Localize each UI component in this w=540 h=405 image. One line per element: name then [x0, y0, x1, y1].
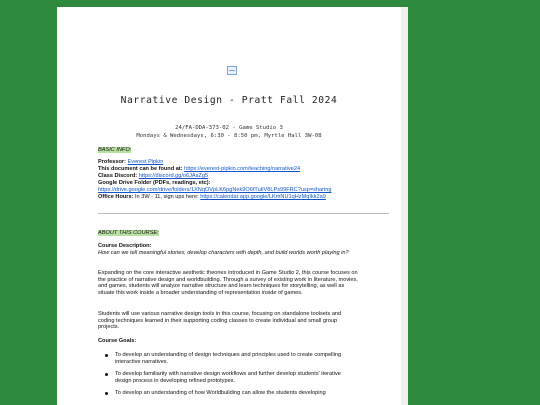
discord-line: Class Discord: https://discord.gg/o6JAsZg5 — [98, 173, 209, 179]
office-hours-link[interactable]: https://calendar.app.google/LKmNU1qHzMqIkk2a9 — [200, 194, 326, 200]
course-goals-list — [98, 352, 348, 403]
list-item: To develop an understanding of design techniques and principles used to create compelling interactive narratives. — [98, 352, 348, 365]
office-hours-line: Office Hours: In 3W - 11, sign ups here: https://calendar.app.google/LKmNU1qHzMqIkk2a9 — [98, 194, 326, 200]
drive-line — [98, 187, 331, 194]
drive-label: Google Drive Folder (PDFs, readings, etc): — [98, 180, 211, 186]
document-icon — [227, 66, 237, 75]
course-code: 24/FA-DDA-373-02 - Game Studio 3 — [175, 125, 283, 131]
document-url-line: This document can be found at: https://everest-pipkin.com/teaching/narrative24 — [98, 166, 301, 172]
course-description-paragraph-2: Students will use various narrative design tools in this course, focusing on standalone toolsets and coding techniques learned in their supporting coding classes to create individual and small group projects. — [98, 311, 342, 331]
document-page — [57, 7, 401, 405]
list-item: To develop familiarity with narrative design workflows and further develop students' iterative design process in developing refined prototypes. — [98, 371, 348, 384]
drive-link[interactable]: https://drive.google.com/drive/folders/1XNqOVpLK6pgNek9O6fTuIiV8LPs99FRC?usp=sharing — [98, 187, 332, 193]
list-item: To develop an understanding of how Worldbuilding can allow the students developing — [98, 390, 348, 397]
page-title: Narrative Design - Pratt Fall 2024 — [120, 95, 338, 106]
course-description-label: Course Description: — [98, 243, 152, 249]
course-goals-label: Course Goals: — [98, 338, 137, 344]
course-schedule: Mondays & Wednesdays, 6:30 - 8:50 pm, Myrtle Hall 3W-08 — [136, 133, 322, 139]
discord-link[interactable]: https://discord.gg/o6JAsZg5 — [138, 173, 209, 179]
section-divider — [98, 213, 389, 214]
right-margin-strip — [401, 7, 408, 405]
document-url-link[interactable]: https://everest-pipkin.com/teaching/narrative24 — [184, 166, 301, 172]
professor-link[interactable]: Everest Pipkin — [127, 159, 164, 165]
about-heading: ABOUT THIS COURSE: — [98, 230, 159, 236]
professor-line: Professor: Everest Pipkin — [98, 159, 164, 165]
course-description-paragraph-1: Expanding on the core interactive aesthetic theories introduced in Game Studio 2, this course focuses on the practice of narrative design and worldbuilding. Through a survey of existing work in literature, movies, and games, students will analyze narrative structure and learn techniques for storytelling, as well as situate this work inside a broader understanding of representation inside of games. — [98, 270, 358, 296]
course-description-question: How can we tell meaningful stories, develop characters with depth, and build worlds worth playing in? — [98, 250, 349, 256]
basic-info-heading: BASIC INFO: — [98, 147, 132, 153]
